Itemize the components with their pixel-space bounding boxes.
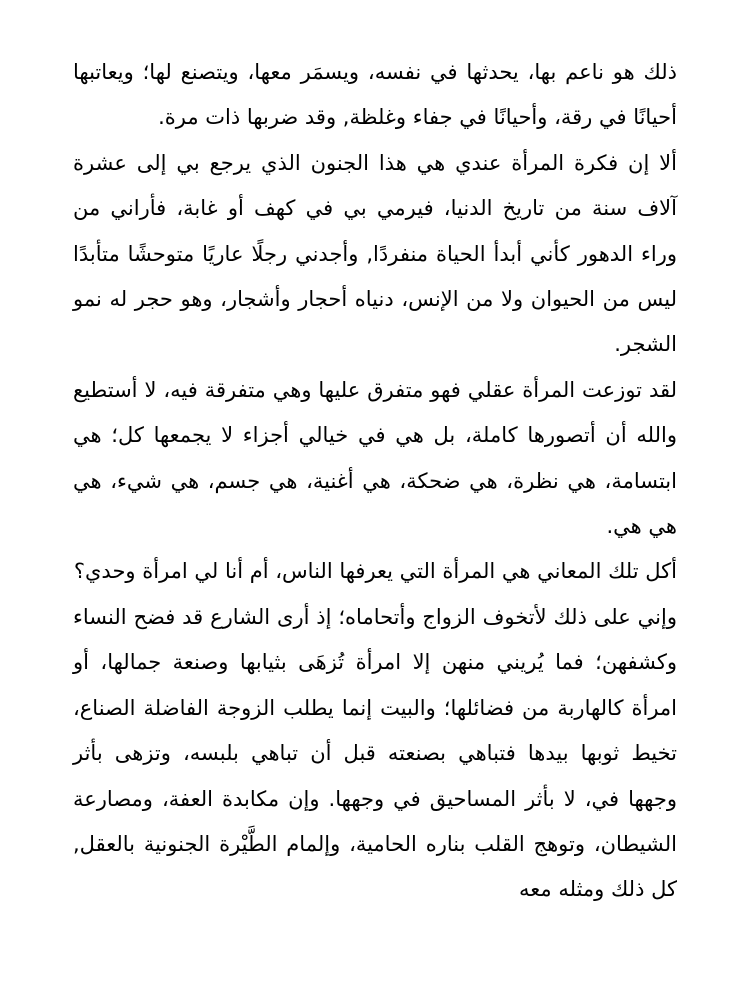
paragraph-3: لقد توزعت المرأة عقلي فهو متفرق عليها وهي متفرقة فيه، لا أستطيع والله أن أتصورها كاملة، بل هي في خيالي أجزاء لا يجمعها كل؛ هي ابتسامة، هي نظرة، هي ضحكة، هي أغنية، هي جسم، هي شيء، هي هي هي. — [73, 377, 677, 539]
paragraph-4: أكل تلك المعاني هي المرأة التي يعرفها الناس، أم أنا لي امرأة وحدي؟ — [73, 559, 677, 584]
paragraph-1: ذلك هو ناعم بها، يحدثها في نفسه، ويسمَر معها، ويتصنع لها؛ ويعاتبها أحيانًا في رقة، وأحيانًا في جفاء وغلظة, وقد ضربها ذات مرة. — [73, 60, 677, 130]
paragraph-5: وإني على ذلك لأتخوف الزواج وأتحاماه؛ إذ أرى الشارع قد فضح النساء وكشفهن؛ فما يُريني منهن إلا امرأة تُزهَى بثيابها وصنعة جمالها، أو امرأة كالهاربة من فضائلها؛ والبيت إنما يطلب الزوجة الفاضلة الصناع، تخيط ثوبها بيدها فتباهي بصنعته قبل أن تباهي بلبسه، وتزهى بأثر وجهها في، لا بأثر المساحيق في وجهها. وإن مكابدة العفة، ومصارعة الشيطان، وتوهج القلب بناره الحامية، وإلمام الطَّيْرة الجنونية بالعقل, كل ذلك ومثله معه — [73, 604, 677, 902]
paragraph-2: ألا إن فكرة المرأة عندي هي هذا الجنون الذي يرجع بي إلى عشرة آلاف سنة من تاريخ الدنيا، فيرمي بي في كهف أو غابة، فأراني من وراء الدهور كأني أبدأ الحياة منفردًا, وأجدني رجلًا عاريًا متوحشًا متأبدًا ليس من الحيوان ولا من الإنس، دنياه أحجار وأشجار، وهو حجر له نمو الشجر. — [73, 150, 677, 357]
document-page — [73, 50, 677, 913]
